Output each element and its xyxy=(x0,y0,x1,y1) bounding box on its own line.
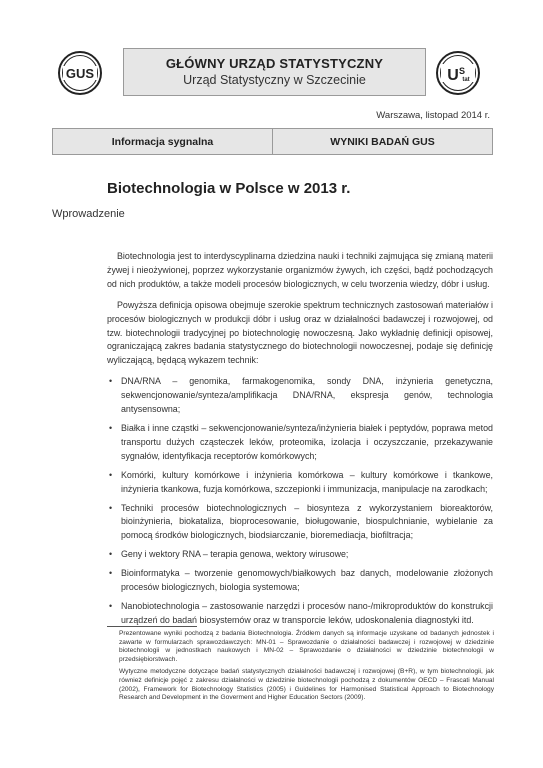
footnote-divider xyxy=(107,626,197,627)
list-item: • Bioinformatyka – tworzenie genomowych/białkowych baz danych, modelowanie złożonych procesów biologicznych, biologia systemowa; xyxy=(121,567,493,595)
svg-text:tat: tat xyxy=(462,77,470,83)
gus-logo xyxy=(57,50,103,96)
footnotes xyxy=(119,630,494,707)
info-series-label: WYNIKI BADAŃ GUS xyxy=(273,128,493,155)
document-title: Biotechnologia w Polsce w 2013 r. xyxy=(107,180,351,197)
list-item: • Białka i inne cząstki – sekwencjonowanie/synteza/inżynieria białek i peptydów, poprawa metod transportu dużych cząsteczek leków, proteomika, izolacja i oczyszczanie, przekazywanie sygnałów, identyfikacja receptorów komórkowych; xyxy=(121,422,493,464)
us-logo xyxy=(435,50,481,96)
office-subtitle: Urząd Statystyczny w Szczecinie xyxy=(183,73,366,87)
footnote: Wytyczne metodyczne dotyczące badań statystycznych działalności badawczej i rozwojowej (B+R), w tym biotechnologii, jak również definicje pojęć z zakresu działalności w dziedzinie biotechnologii pochodzą z dokumentów OECD – Frascati Manual (2002), Framework for Biotechnology Statistics (2005) i Guidelines for Harmonised Statistical Approach to Biotechnology Research and Development in the Goverment and Higher Education Sectors (2009). xyxy=(119,668,494,702)
list-item: • Komórki, kultury komórkowe i inżynieria komórkowa – kultury komórkowe i tkankowe, inżynieria tkankowa, fuzja komórkowa, szczepionki i immunizacja, manipulacje na zarodkach; xyxy=(121,469,493,497)
svg-text:GUS: GUS xyxy=(65,66,95,81)
list-item: • Techniki procesów biotechnologicznych – biosynteza z wykorzystaniem bioreaktorów, bioinżynieria, biokataliza, bioprocesowanie, bioługowanie, biospulchnianie, wybielanie za pomocą środków biologicznych, biodsiarczanie, bioremediacja, biofiltracja; xyxy=(121,502,493,544)
section-heading: Wprowadzenie xyxy=(52,208,125,220)
list-item: • DNA/RNA – genomika, farmakogenomika, sondy DNA, inżynieria genetyczna, sekwencjonowanie/synteza/amplifikacja DNA/RNA, ekspresja genów, technologia antysensowna; xyxy=(121,375,493,417)
technique-list xyxy=(107,375,493,628)
info-type-label: Informacja sygnalna xyxy=(52,128,273,155)
info-bar xyxy=(52,128,493,155)
header-box xyxy=(123,48,426,96)
us-logo-icon xyxy=(435,50,481,96)
office-title: GŁÓWNY URZĄD STATYSTYCZNY xyxy=(165,56,384,71)
place-date: Warszawa, listopad 2014 r. xyxy=(376,110,490,121)
list-item: • Nanobiotechnologia – zastosowanie narzędzi i procesów nano-/mikroproduktów do konstrukcji urządzeń do badań biosystemów oraz w transporcie leków, udoskonalenia diagnostyki itd. xyxy=(121,600,493,628)
list-item: • Geny i wektory RNA – terapia genowa, wektory wirusowe; xyxy=(121,548,493,562)
svg-text:U: U xyxy=(447,67,459,84)
paragraph: Powyższa definicja opisowa obejmuje szerokie spektrum technicznych zastosowań materiałów i procesów biologicznych w produkcji dóbr i usług oraz w działalności badawczej i rozwojowej, od tzw. biotechnologii tradycyjnej po biotechnologię nowoczesną. Jako wykładnię definicji opisowej, ograniczającą zakres badania statystycznego do biotechnologii nowoczesnej, podaje się definicję wyliczającą, będącą wykazem technik: xyxy=(107,299,493,366)
footnote: Prezentowane wyniki pochodzą z badania Biotechnologia. Źródłem danych są informacje uzyskane od badanych jednostek i zawarte w formularzach sprawozdawczych: MN-01 – Sprawozdanie o działalności badawczej i rozwojowej w dziedzinie biotechnologii w jednostkach naukowych i MN-02 – Sprawozdanie o działalności w dziedzinie biotechnologii w przedsiębiorstwach. xyxy=(119,630,494,663)
body-text xyxy=(107,250,493,633)
gus-logo-icon xyxy=(57,50,103,96)
svg-text:S: S xyxy=(458,66,466,76)
paragraph: Biotechnologia jest to interdyscyplinarna dziedzina nauki i techniki zajmująca się zmianą materii żywej i nieożywionej, poprzez wykorzystanie organizmów żywych, ich części, bądź pochodzących od nich produktów, a także modeli procesów biologicznych, w celu tworzenia wiedzy, dóbr i usług. xyxy=(107,251,493,289)
